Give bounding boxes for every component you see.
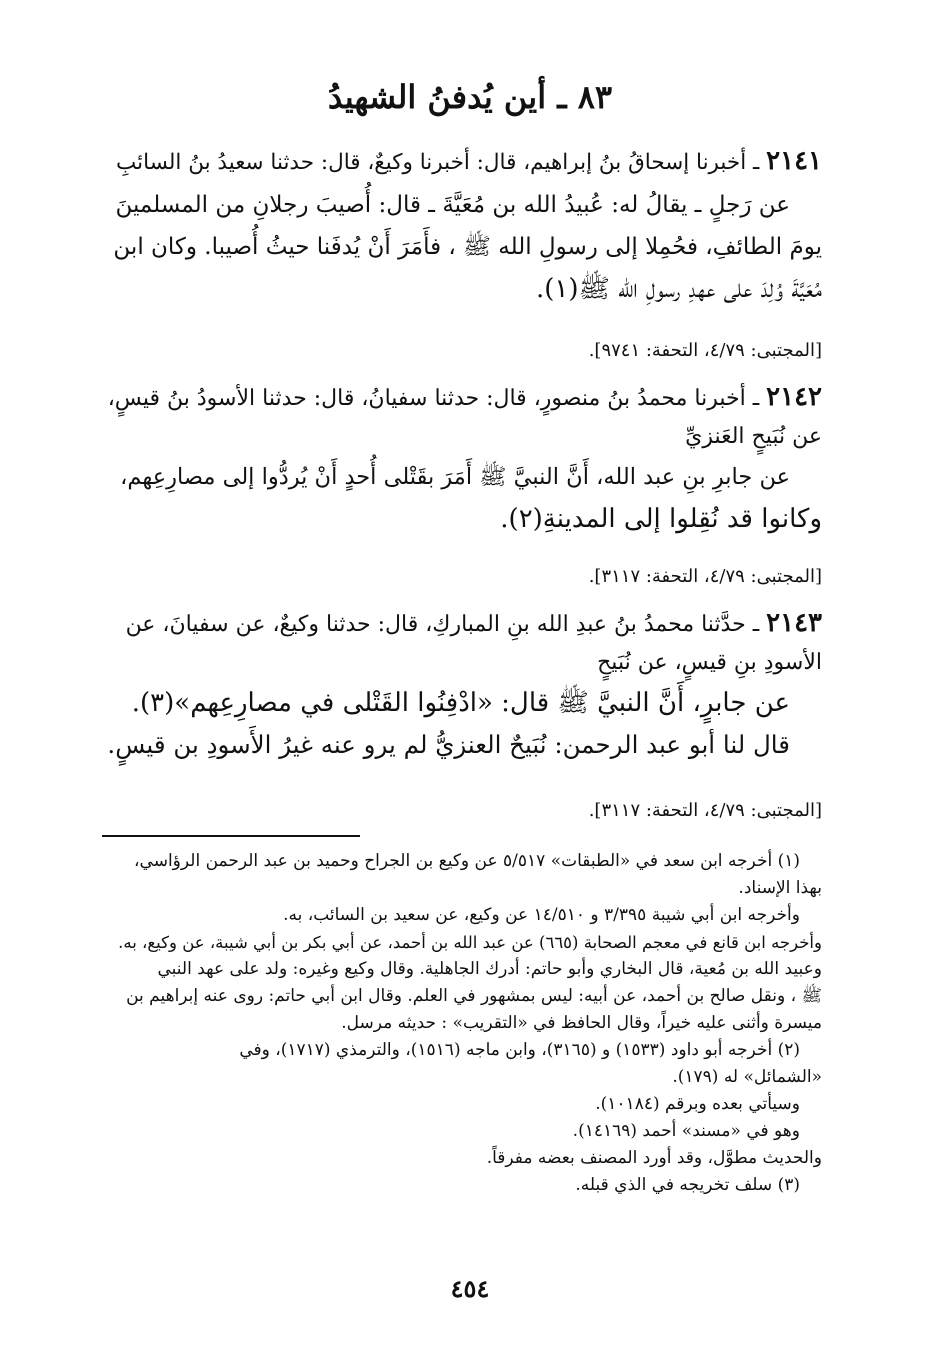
hadith-number: ٢١٤١ (766, 146, 822, 176)
hadith-2143 (106, 604, 822, 766)
footnote-line: (٣) سلف تخريجه في الذي قبله. (575, 1175, 800, 1195)
footnote-line: (١) أخرجه ابن سعد في «الطبقات» ٥/٥١٧ عن وكيع بن الجراح وحميد بن عبد الرحمن الرؤاسي، (134, 851, 800, 871)
hadith-2143-reference: [المجتبى: ٤/٧٩، التحفة: ٣١١٧]. (588, 800, 822, 821)
hadith-2143-line-4: قال لنا أبو عبد الرحمن: نُبَيحٌ العنزيُّ لم يرو عنه غيرُ الأَسودِ بن قيسٍ. (107, 730, 790, 759)
hadith-2141-line-4: مُعَيَّةَ وُلِدَ على عهدِ رسولِ الله ﷺ(١). (535, 274, 822, 304)
footnote-line: والحديث مطوَّل، وقد أورد المصنف بعضه مفرقاً. (486, 1148, 822, 1168)
footnote-line: وعبيد الله بن مُعية، قال البخاري وأبو حاتم: أدرك الجاهلية. وقال وكيع وغيره: ولد على عهد النبي (157, 959, 822, 979)
page-number: ٤٥٤ (450, 1274, 490, 1303)
hadith-2142-line-3: عن جابرِ بنِ عبد الله، أَنَّ النبيَّ ﷺ أَمَرَ بقَتْلى أُحدٍ أَنْ يُردُّوا إلى مصارِعِهم، (120, 464, 790, 490)
footnote-line: وأخرجه ابن قانع في معجم الصحابة (٦٦٥) عن عبد الله بن أحمد، عن أبي بكر بن أبي شيبة، عن وكيع، به. (118, 933, 822, 952)
hadith-2141-line-1: ٢١٤١ ـ أخبرنا إسحاقُ بنُ إبراهيم، قال: أخبرنا وكيعٌ، قال: حدثنا سعيدُ بنُ السائبِ (116, 146, 822, 176)
hadith-2142-line-1: ٢١٤٢ ـ أخبرنا محمدُ بنُ منصورٍ، قال: حدثنا سفيانُ، قال: حدثنا الأسودُ بنُ قيسٍ، (107, 382, 822, 412)
hadith-number: ٢١٤٣ (766, 608, 822, 638)
footnote-line: ﷺ ، ونقل صالح بن أحمد، عن أبيه: ليس بمشهور في العلم. وقال ابن أبي حاتم: روى عنه إبراهيم بن (126, 986, 822, 1006)
hadith-2142-reference: [المجتبى: ٤/٧٩، التحفة: ٣١١٧]. (588, 566, 822, 587)
footnote-line: وسيأتي بعده وبرقم (١٠١٨٤). (595, 1094, 800, 1114)
hadith-2141-reference: [المجتبى: ٤/٧٩، التحفة: ٩٧٤١]. (588, 340, 822, 361)
footnote-line: وأخرجه ابن أبي شيبة ٣/٣٩٥ و ١٤/٥١٠ عن وكيع، عن سعيد بن السائب، به. (283, 905, 800, 925)
footnote-line: ميسرة وأثنى عليه خيراً، وقال الحافظ في «التقريب» : حديثه مرسل. (341, 1013, 822, 1033)
footnote-divider (102, 835, 360, 837)
footnote-line: بهذا الإسناد. (738, 878, 822, 898)
hadith-2141-line-2: عن رَجلٍ ـ يقالُ له: عُبيدُ الله بن مُعَيَّةَ ـ قال: أُصيبَ رجلانِ من المسلمينَ (115, 192, 790, 218)
hadith-2141-line-3: يومَ الطائفِ، فحُمِلا إلى رسولِ الله ﷺ ، فأَمَرَ أَنْ يُدفَنا حيثُ أُصيبا. وكان ابن (113, 234, 822, 260)
footnote-line: (٢) أخرجه أبو داود (١٥٣٣) و (٣١٦٥)، وابن ماجه (١٥١٦)، والترمذي (١٧١٧)، وفي (239, 1040, 800, 1060)
footnote-line: «الشمائل» له (١٧٩). (672, 1067, 822, 1087)
hadith-2143-line-2: الأسودِ بنِ قيسٍ، عن نُبَيحٍ (597, 650, 822, 675)
hadith-2143-line-3: عن جابرٍ، أَنَّ النبيَّ ﷺ قال: «ادْفِنُوا القَتْلى في مصارِعِهم»(٣). (131, 688, 790, 718)
chapter-title: ٨٣ ـ أين يُدفنُ الشهيدُ (327, 78, 613, 116)
hadith-2142 (106, 378, 822, 540)
footnotes (106, 848, 822, 1199)
hadith-number: ٢١٤٢ (766, 382, 822, 412)
hadith-2142-line-2: عن نُبَيحٍ العَنزيِّ (685, 424, 822, 449)
hadith-2143-line-1: ٢١٤٣ ـ حدَّثنا محمدُ بنُ عبدِ الله بنِ المباركِ، قال: حدثنا وكيعٌ، عن سفيانَ، عن (125, 608, 822, 638)
hadith-2142-line-4: وكانوا قد نُقِلوا إلى المدينةِ(٢). (500, 504, 822, 534)
footnote-line: وهو في «مسند» أحمد (١٤١٦٩). (572, 1121, 800, 1141)
hadith-2141 (106, 140, 822, 310)
